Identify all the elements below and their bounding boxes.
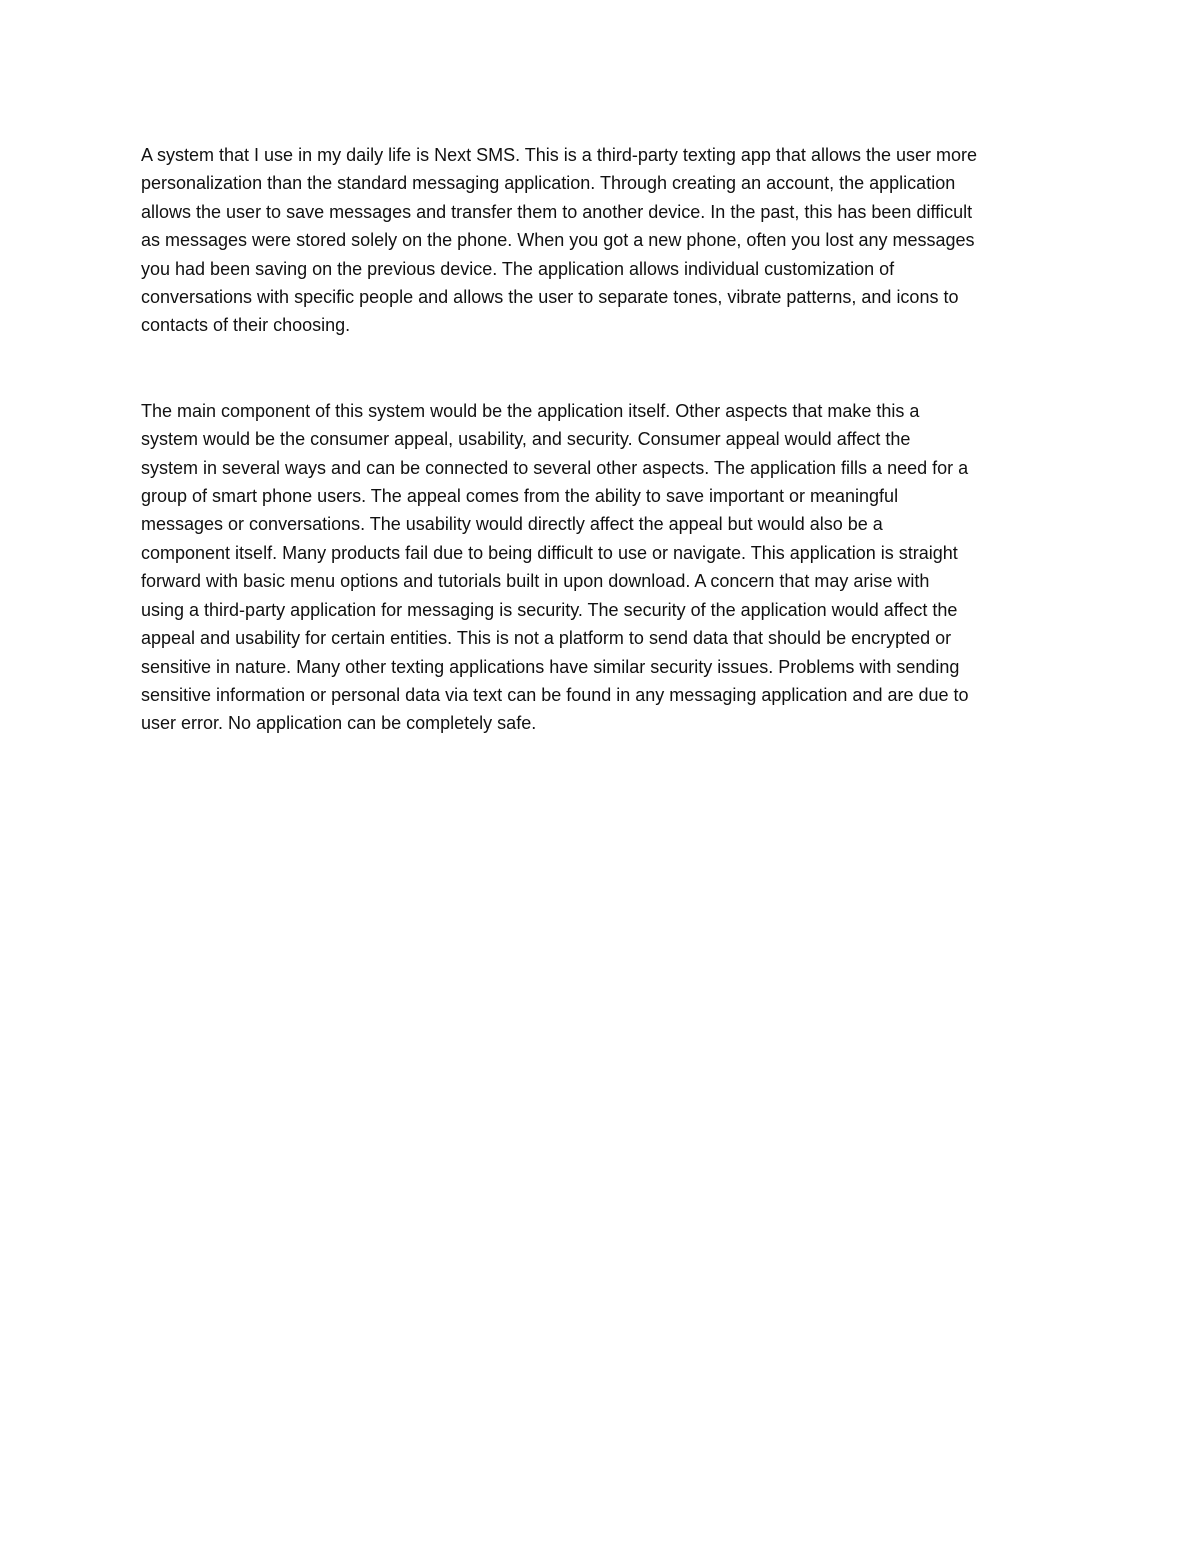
paragraph-line: A system that I use in my daily life is Next SMS. This is a third-party texting app that allows the user more	[141, 145, 978, 165]
paragraph-line: sensitive in nature. Many other texting applications have similar security issues. Problems with sending	[141, 656, 960, 677]
paragraph-line: forward with basic menu options and tutorials built in upon download. A concern that may arise with	[141, 571, 930, 592]
paragraph-2	[141, 397, 1066, 738]
paragraph-1	[141, 141, 1066, 340]
document-body	[141, 141, 1066, 738]
paragraph-line: allows the user to save messages and transfer them to another device. In the past, this has been difficult	[141, 201, 973, 222]
paragraph-line: user error. No application can be completely safe.	[141, 713, 537, 734]
paragraph-line: contacts of their choosing.	[141, 315, 351, 336]
paragraph-line: conversations with specific people and allows the user to separate tones, vibrate patterns, and icons to	[141, 287, 959, 308]
paragraph-spacer	[141, 340, 1066, 397]
paragraph-line: appeal and usability for certain entities. This is not a platform to send data that should be encrypted or	[141, 628, 952, 649]
paragraph-line: sensitive information or personal data via text can be found in any messaging application and are due to	[141, 684, 969, 705]
paragraph-line: as messages were stored solely on the phone. When you got a new phone, often you lost any messages	[141, 230, 975, 251]
paragraph-line: The main component of this system would be the application itself. Other aspects that make this a	[141, 400, 920, 421]
paragraph-line: system would be the consumer appeal, usability, and security. Consumer appeal would affect the	[141, 429, 911, 450]
paragraph-line: messages or conversations. The usability would directly affect the appeal but would also be a	[141, 514, 883, 535]
paragraph-line: system in several ways and can be connected to several other aspects. The application fills a need for a	[141, 457, 969, 478]
paragraph-line: using a third-party application for messaging is security. The security of the application would affect the	[141, 599, 958, 620]
paragraph-line: you had been saving on the previous device. The application allows individual customization of	[141, 258, 895, 279]
paragraph-line: component itself. Many products fail due to being difficult to use or navigate. This application is straight	[141, 542, 958, 563]
paragraph-line: group of smart phone users. The appeal comes from the ability to save important or meaningful	[141, 486, 899, 507]
paragraph-line: personalization than the standard messaging application. Through creating an account, the application	[141, 173, 956, 194]
